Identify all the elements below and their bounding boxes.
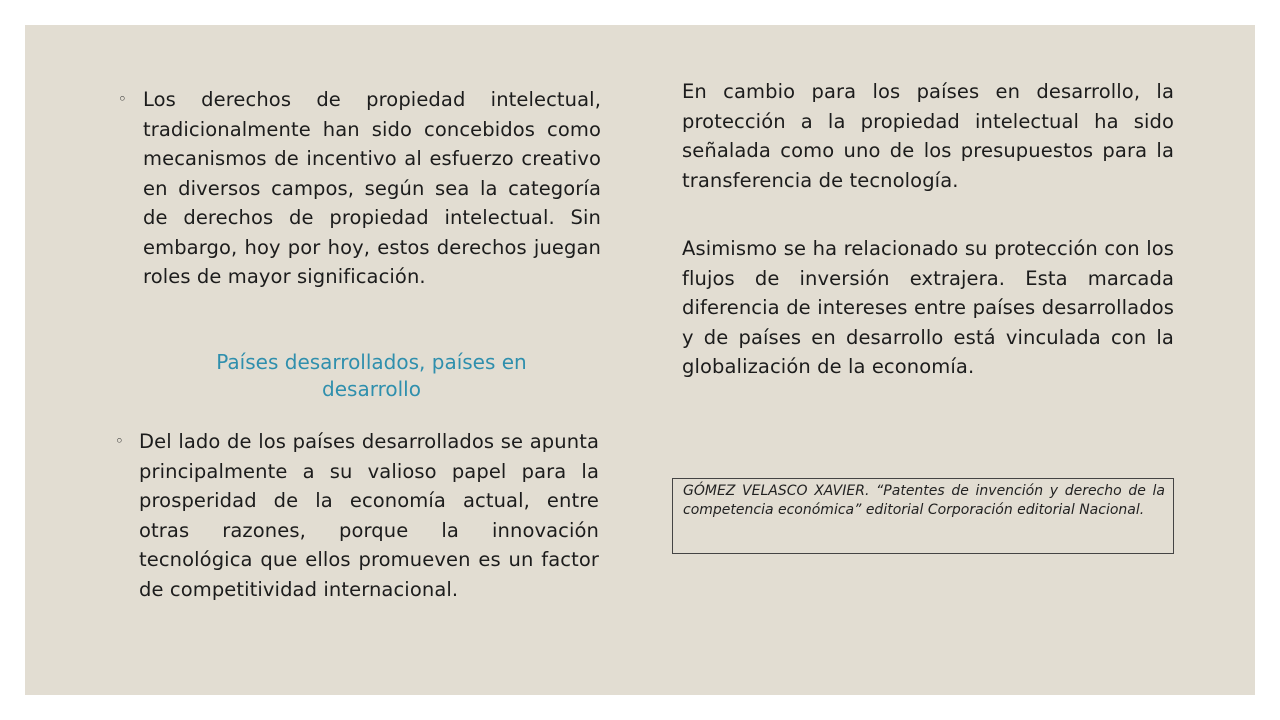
right-paragraph-developing-countries: En cambio para los países en desarrollo, la protección a la propiedad intelectual ha sido señalada como uno de los presupuestos para la transferencia de tecnología. [682, 80, 1174, 192]
right-paragraph-investment: Asimismo se ha relacionado su protección con los flujos de inversión extrajera. Esta marcada diferencia de intereses entre países desarrollados y de países en desarrollo está vinculada con la globalización de la economía. [682, 237, 1174, 378]
bullet-marker: ◦ [118, 90, 127, 108]
section-subheading: Países desarrollados, países en desarrollo [216, 350, 527, 401]
citation-text: GÓMEZ VELASCO XAVIER. “Patentes de invención y derecho de la competencia económica” editorial Corporación editorial Nacional. [683, 483, 1165, 518]
left-paragraph-developed-countries: Del lado de los países desarrollados se apunta principalmente a su valioso papel para la prosperidad de la economía actual, entre otras razones, porque la innovación tecnológica que ellos promueven es un factor de competitividad internacional. [139, 430, 599, 601]
citation-box [672, 478, 1174, 554]
left-paragraph-intro: Los derechos de propiedad intelectual, tradicionalmente han sido concebidos como mecanismos de incentivo al esfuerzo creativo en diversos campos, según sea la categoría de derechos de propiedad intelectual. Sin embargo, hoy por hoy, estos derechos juegan roles de mayor significación. [143, 88, 601, 288]
slide [25, 25, 1255, 695]
bullet-marker: ◦ [115, 432, 124, 450]
